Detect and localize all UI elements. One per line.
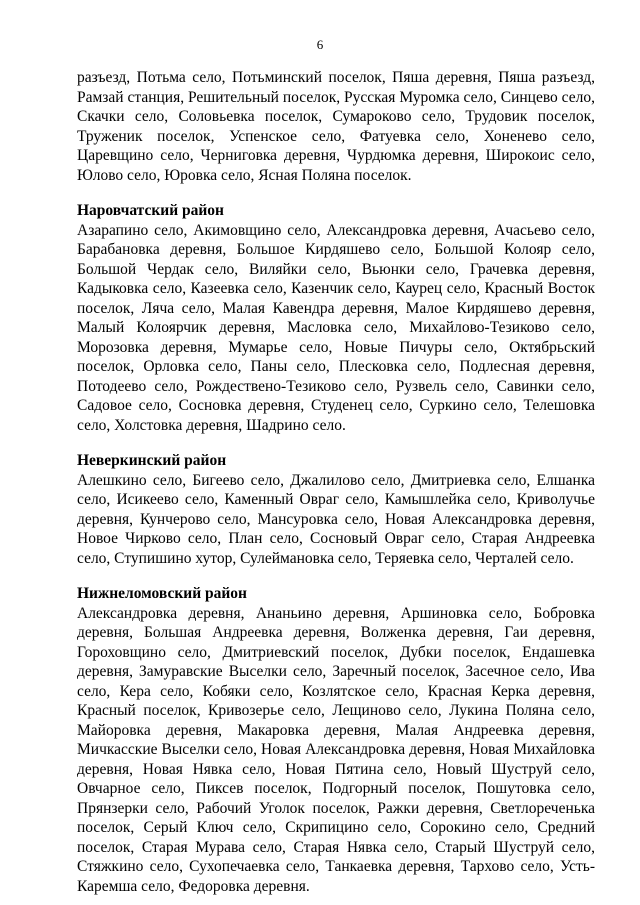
document-body: [77, 68, 595, 896]
section-neverkinsky: [77, 451, 595, 568]
section-heading: Неверкинский район: [77, 452, 227, 469]
section-narovchatsky: [77, 201, 595, 435]
section-heading: Нижнеломовский район: [77, 585, 247, 602]
section-nizhnelomovsky: [77, 584, 595, 896]
page-number: 6: [316, 37, 324, 52]
section-paragraph: Азарапино село, Акимовщино село, Александровка деревня, Ачасьево село, Барабановка деревня, Большое Кирдяшево село, Большой Колояр село, Большой Чердак село, Виляйки село, Вьюнки село, Грачевка деревня, Кадыковка село, Казеевка село, Казенчик село, Каурец село, Красный Восток поселок, Ляча село, Малая Кавендра деревня, Малое Кирдяшево деревня, Малый Колоярчик деревня, Масловка село, Михайлово-Тезиково село, Морозовка деревня, Мумарье село, Новые Пичуры село, Октябрьский поселок, Орловка село, Паны село, Плесковка село, Подлесная деревня, Потодеево село, Рождествено-Тезиково село, Рузвель село, Савинки село, Садовое село, Сосновка деревня, Студенец село, Суркино село, Телешовка село, Холстовка деревня, Шадрино село.: [77, 221, 595, 434]
intro-paragraph: разъезд, Потьма село, Потьминский поселок, Пяша деревня, Пяша разъезд, Рамзай станция, Решительный поселок, Русская Муромка село, Синцево село, Скачки село, Соловьевка поселок, Сумароково село, Трудовик поселок, Труженик поселок, Успенское село, Фатуевка село, Хоненево село, Царевщино село, Черниговка деревня, Чурдюмка деревня, Широкоис село, Юлово село, Юровка село, Ясная Поляна поселок.: [77, 69, 595, 184]
section-paragraph: Алешкино село, Бигеево село, Джалилово село, Дмитриевка село, Елшанка село, Исикеево село, Каменный Овраг село, Камышлейка село, Криволучье деревня, Кунчерово село, Мансуровка село, Новая Александровка деревня, Новое Чирково село, План село, Сосновый Овраг село, Старая Андреевка село, Ступишино хутор, Сулеймановка село, Теряевка село, Черталей село.: [77, 471, 595, 567]
section-paragraph: Александровка деревня, Ананьино деревня, Аршиновка село, Бобровка деревня, Большая Андреевка деревня, Волженка деревня, Гаи деревня, Гороховщино село, Дмитриевский поселок, Дубки поселок, Ендашевка деревня, Замуравские Выселки село, Заречный поселок, Засечное село, Ива село, Кера село, Кобяки село, Козлятское село, Красная Керка деревня, Красный поселок, Кривозерье село, Лещиново село, Лукина Поляна село, Майоровка деревня, Макаровка деревня, Малая Андреевка деревня, Мичкасские Выселки село, Новая Александровка деревня, Новая Михайловка деревня, Новая Нявка село, Новая Пятина село, Новый Шуструй село, Овчарное село, Пиксев поселок, Подгорный поселок, Пошутовка село, Прянзерки село, Рабочий Уголок поселок, Ражки деревня, Светлореченька поселок, Серый Ключ село, Скрипицино село, Сорокино село, Средний поселок, Старая Мурава село, Старая Нявка село, Старый Шуструй село, Стяжкино село, Сухопечаевка село, Танкаевка деревня, Тархово село, Усть-Каремша село, Федоровка деревня.: [77, 604, 595, 895]
section-heading: Наровчатский район: [77, 202, 224, 219]
